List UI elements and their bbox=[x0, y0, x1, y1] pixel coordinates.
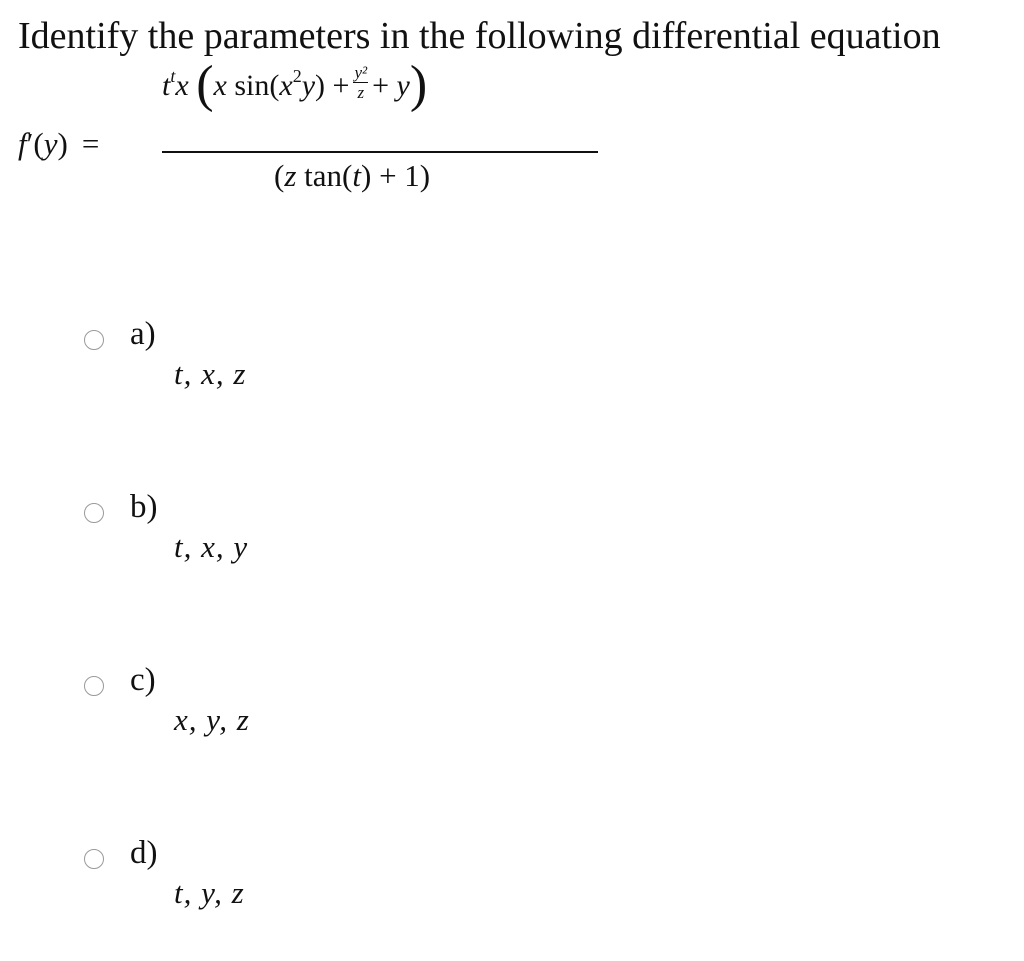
den-z: z bbox=[284, 158, 297, 193]
option-c-value[interactable]: x, y, z bbox=[174, 702, 250, 737]
num-plus-1: + bbox=[332, 69, 350, 102]
lhs-function: f bbox=[18, 126, 27, 161]
den-t: t bbox=[352, 158, 361, 193]
den-tan: tan bbox=[304, 158, 343, 193]
lhs-argument: y bbox=[43, 126, 58, 161]
num-sin-x-exponent: 2 bbox=[292, 66, 302, 86]
num-close-paren: ) bbox=[409, 56, 428, 113]
option-d-label[interactable]: d) bbox=[130, 835, 158, 871]
den-close-paren: ) bbox=[419, 158, 431, 193]
num-t: t bbox=[162, 69, 171, 102]
option-c-radio[interactable] bbox=[84, 676, 104, 696]
option-b-value[interactable]: t, x, y bbox=[174, 529, 249, 564]
equation-denominator bbox=[274, 158, 430, 194]
den-one: 1 bbox=[404, 158, 420, 193]
num-x: x bbox=[175, 69, 189, 102]
num-sin: sin bbox=[234, 69, 270, 102]
option-a-label[interactable]: a) bbox=[130, 316, 156, 352]
num-plus-2: + bbox=[372, 69, 390, 102]
equation-numerator bbox=[162, 56, 428, 113]
option-b-label[interactable]: b) bbox=[130, 489, 158, 525]
option-a[interactable] bbox=[84, 316, 484, 404]
equals-sign: = bbox=[81, 126, 100, 161]
num-sin-close: ) bbox=[315, 69, 326, 102]
num-sin-open: ( bbox=[269, 69, 280, 102]
option-d[interactable] bbox=[84, 835, 484, 923]
den-open-paren: ( bbox=[274, 158, 285, 193]
den-tan-open: ( bbox=[342, 158, 353, 193]
num-y: y bbox=[396, 69, 410, 102]
option-a-value[interactable]: t, x, z bbox=[174, 356, 247, 391]
question-text: Identify the parameters in the following differential equation bbox=[18, 15, 941, 57]
option-d-radio[interactable] bbox=[84, 849, 104, 869]
lhs-prime: ′ bbox=[26, 126, 34, 161]
num-fraction-denominator: z bbox=[357, 82, 365, 102]
num-sin-y: y bbox=[301, 69, 316, 102]
option-a-radio[interactable] bbox=[84, 330, 104, 350]
option-b-radio[interactable] bbox=[84, 503, 104, 523]
lhs-close-paren: ) bbox=[57, 126, 68, 161]
option-b[interactable] bbox=[84, 489, 484, 577]
num-open-paren: ( bbox=[196, 56, 214, 113]
fraction-bar bbox=[162, 151, 598, 153]
num-x-coef: x bbox=[213, 69, 227, 102]
option-c-label[interactable]: c) bbox=[130, 662, 156, 698]
num-inline-fraction bbox=[353, 64, 368, 101]
lhs-open-paren: ( bbox=[33, 126, 44, 161]
option-d-value[interactable]: t, y, z bbox=[174, 875, 245, 910]
option-c[interactable] bbox=[84, 662, 484, 750]
num-sin-x: x bbox=[279, 69, 293, 102]
den-tan-close: ) bbox=[360, 158, 372, 193]
den-plus: + bbox=[379, 158, 397, 193]
num-fraction-numerator: y² bbox=[354, 62, 368, 82]
num-t-exponent: t bbox=[170, 66, 176, 86]
equation-lhs bbox=[18, 126, 99, 162]
